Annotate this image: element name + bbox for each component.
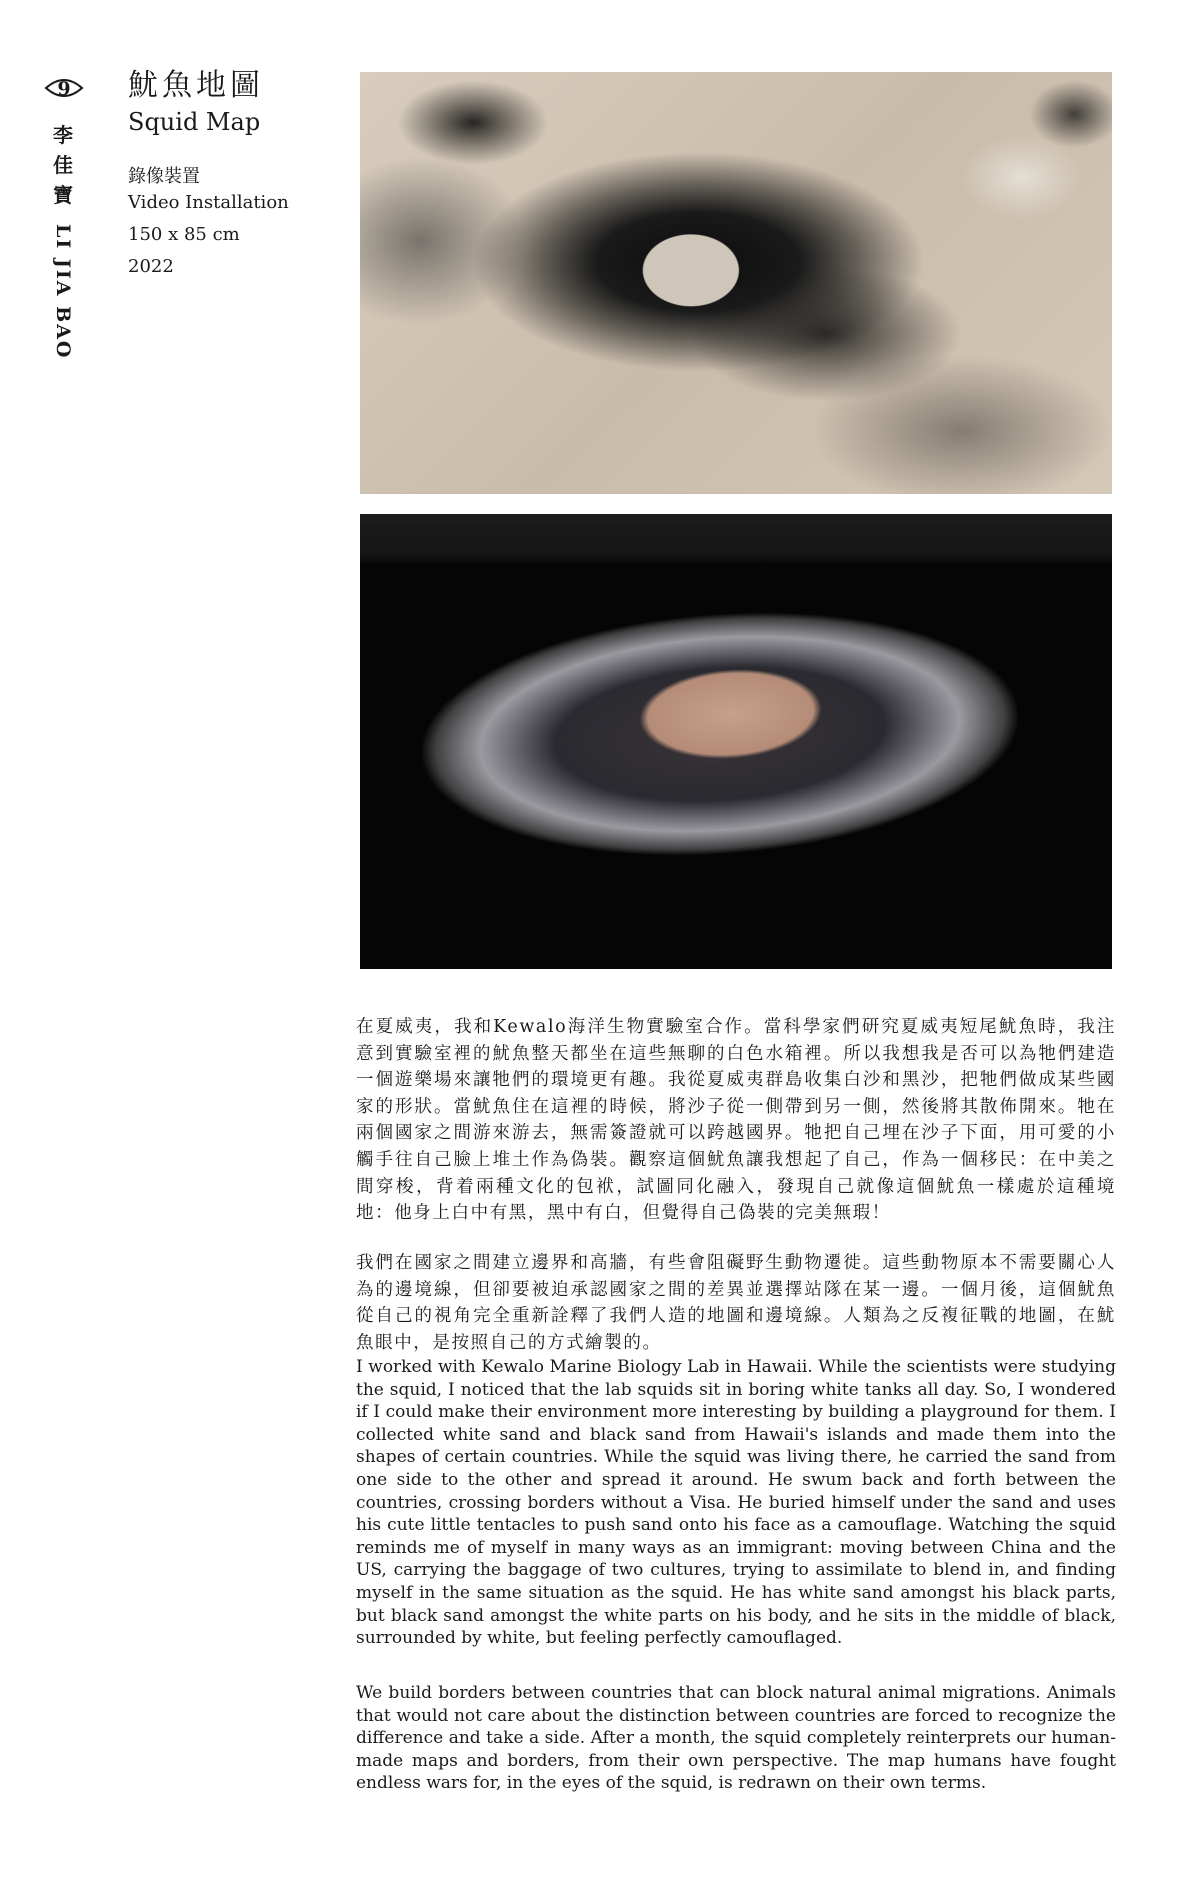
artwork-photo-installation-view <box>360 514 1112 969</box>
year: 2022 <box>128 256 174 277</box>
title-zh: 魷魚地圖 <box>128 68 264 103</box>
artwork-info <box>128 66 348 280</box>
description-en-paragraph-1: I worked with Kewalo Marine Biology Lab in Hawaii. While the scientists were studying the squid, I noticed that the lab squids sit in boring white tanks all day. So, I wondered if I could make their environment more interesting by building a playground for them. I collected white sand and black sand from Hawaii's islands and made them into the shapes of certain countries. While the squid was living there, he carried the sand from one side to the other and spread it around. He swum back and forth between the countries, crossing borders without a Visa. He buried himself under the sand and uses his cute little tentacles to push sand onto his face as a camouflage. Watching the squid reminds me of myself in many ways as an immigrant: moving between China and the US, carrying the baggage of two cultures, trying to assimilate to blend in, and finding myself in the same situation as the squid. He has white sand amongst his black parts, but black sand amongst the white parts on his body, and he sits in the middle of black, surrounded by white, but feeling perfectly camouflaged. <box>356 1357 1116 1649</box>
description-en-paragraph-2: We build borders between countries that can block natural animal migrations. Animals that would not care about the distinction between countries are forced to recognize the difference and take a side. After a month, the squid completely reinterprets our human-made maps and borders, from their own perspective. The map humans have fought endless wars for, in the eyes of the squid, is redrawn on their own terms. <box>356 1683 1116 1794</box>
medium-en: Video Installation <box>128 192 289 213</box>
artist-char: 寶 <box>53 183 75 207</box>
projection-disk <box>412 593 1027 874</box>
artwork-number-badge <box>44 68 84 108</box>
title-en: Squid Map <box>128 108 261 136</box>
artwork-photo-sand-map <box>360 72 1112 494</box>
artist-name-zh <box>44 120 84 210</box>
artwork-number: 9 <box>57 78 71 100</box>
artist-char: 李 <box>53 123 75 147</box>
description-zh-paragraph-1: 在夏威夷，我和Kewalo海洋生物實驗室合作。當科學家們研究夏威夷短尾魷魚時，我注意到實驗室裡的魷魚整天都坐在這些無聊的白色水箱裡。所以我想我是否可以為牠們建造一個遊樂場來讓牠們的環境更有趣。我從夏威夷群島收集白沙和黑沙，把牠們做成某些國家的形狀。當魷魚住在這裡的時候，將沙子從一側帶到另一側，然後將其散佈開來。牠在兩個國家之間游來游去，無需簽證就可以跨越國界。牠把自己埋在沙子下面，用可愛的小觸手往自己臉上堆土作為偽裝。觀察這個魷魚讓我想起了自己，作為一個移民：在中美之間穿梭，背着兩種文化的包袱，試圖同化融入，發現自己就像這個魷魚一樣處於這種境地：他身上白中有黑，黑中有白，但覺得自己偽裝的完美無瑕！ <box>356 1017 1116 1224</box>
artist-sidebar <box>44 68 84 359</box>
dimensions: 150 x 85 cm <box>128 224 240 245</box>
description-zh-paragraph-2: 我們在國家之間建立邊界和高牆，有些會阻礙野生動物遷徙。這些動物原本不需要關心人為的邊境線，但卻要被迫承認國家之間的差異並選擇站隊在某一邊。一個月後，這個魷魚從自己的視角完全重新詮釋了我們人造的地圖和邊境線。人類為之反複征戰的地圖，在魷魚眼中，是按照自己的方式繪製的。 <box>356 1253 1116 1353</box>
medium-zh: 錄像裝置 <box>128 166 200 187</box>
artist-name-en: LI JIA BAO <box>52 224 74 360</box>
artist-char: 佳 <box>53 153 75 177</box>
